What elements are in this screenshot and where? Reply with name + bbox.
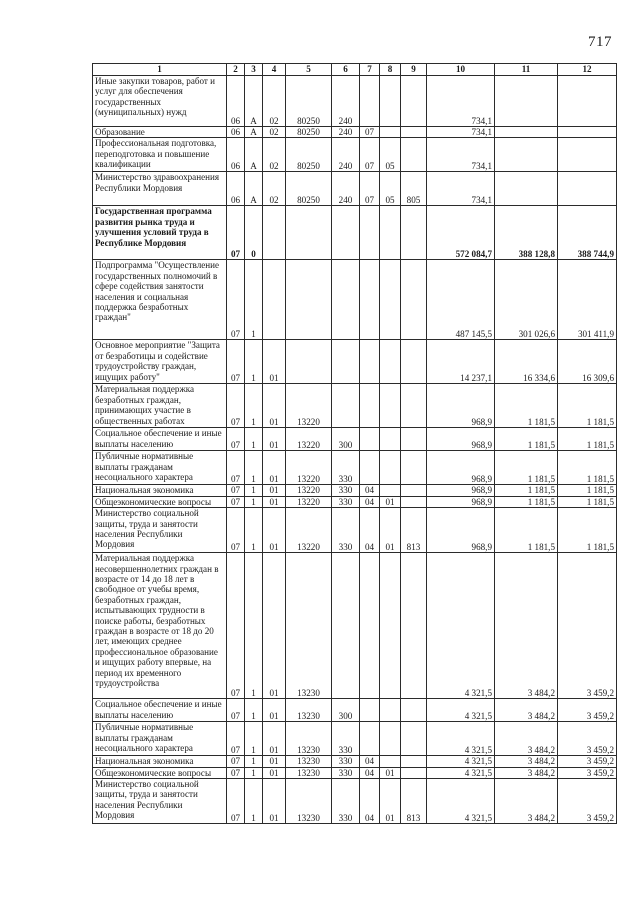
- cell-amount-year-3: [558, 127, 617, 138]
- table-row: [93, 722, 617, 756]
- cell-amount-year-1: 968,9: [427, 508, 495, 553]
- cell-direction: 13220: [286, 384, 332, 428]
- cell-ministry: [401, 553, 427, 699]
- cell-subsection: 01: [380, 767, 401, 778]
- cell-amount-year-2: 1 181,5: [495, 508, 558, 553]
- cell-amount-year-1: 4 321,5: [427, 779, 495, 824]
- cell-ministry: [401, 76, 427, 127]
- cell-program: 07: [227, 451, 245, 485]
- cell-direction: 13220: [286, 508, 332, 553]
- cell-amount-year-3: 301 411,9: [558, 260, 617, 340]
- cell-amount-year-1: 734,1: [427, 127, 495, 138]
- cell-subsection: [380, 260, 401, 340]
- cell-direction: 80250: [286, 127, 332, 138]
- cell-expense-type: 330: [332, 485, 360, 496]
- cell-amount-year-2: 3 484,2: [495, 756, 558, 767]
- cell-name: Национальная экономика: [93, 756, 227, 767]
- cell-subsection: [380, 206, 401, 260]
- cell-amount-year-3: 1 181,5: [558, 485, 617, 496]
- table-row: [93, 699, 617, 722]
- header-cell: 8: [380, 64, 401, 76]
- cell-subsection: [380, 76, 401, 127]
- cell-name: Государственная программа развития рынка труда и улучшения условий труда в Республике Мордовия: [93, 206, 227, 260]
- cell-program: 07: [227, 779, 245, 824]
- cell-amount-year-1: 4 321,5: [427, 722, 495, 756]
- cell-amount-year-2: 16 334,6: [495, 340, 558, 384]
- cell-subsection: [380, 722, 401, 756]
- table-row: [93, 767, 617, 778]
- cell-expense-type: [332, 206, 360, 260]
- cell-subsection: [380, 553, 401, 699]
- header-cell: 10: [427, 64, 495, 76]
- cell-amount-year-3: 1 181,5: [558, 451, 617, 485]
- cell-program: 06: [227, 76, 245, 127]
- cell-subsection: [380, 384, 401, 428]
- header-cell: 3: [245, 64, 263, 76]
- cell-program: 07: [227, 340, 245, 384]
- cell-section: [360, 260, 380, 340]
- table-row: [93, 384, 617, 428]
- cell-expense-type: 330: [332, 722, 360, 756]
- cell-amount-year-2: 3 484,2: [495, 722, 558, 756]
- cell-amount-year-1: 968,9: [427, 384, 495, 428]
- header-cell: 7: [360, 64, 380, 76]
- cell-subprogram: 0: [245, 206, 263, 260]
- cell-expense-type: 300: [332, 699, 360, 722]
- cell-program: 06: [227, 138, 245, 172]
- cell-activity: 02: [263, 172, 286, 206]
- cell-ministry: [401, 496, 427, 507]
- cell-ministry: [401, 127, 427, 138]
- cell-amount-year-3: 3 459,2: [558, 767, 617, 778]
- cell-amount-year-2: 3 484,2: [495, 779, 558, 824]
- cell-amount-year-3: 3 459,2: [558, 722, 617, 756]
- cell-direction: 13230: [286, 767, 332, 778]
- cell-subsection: [380, 428, 401, 451]
- cell-subprogram: 1: [245, 756, 263, 767]
- cell-program: 07: [227, 699, 245, 722]
- cell-expense-type: 300: [332, 428, 360, 451]
- cell-section: [360, 428, 380, 451]
- page-number: 717: [588, 34, 612, 50]
- cell-subsection: [380, 127, 401, 138]
- cell-activity: 01: [263, 384, 286, 428]
- cell-activity: 01: [263, 340, 286, 384]
- cell-amount-year-1: 968,9: [427, 451, 495, 485]
- table-row: [93, 508, 617, 553]
- cell-amount-year-1: 487 145,5: [427, 260, 495, 340]
- cell-name: Министерство социальной защиты, труда и занятости населения Республики Мордовия: [93, 779, 227, 824]
- cell-section: [360, 206, 380, 260]
- cell-program: 07: [227, 756, 245, 767]
- cell-activity: 01: [263, 756, 286, 767]
- cell-subsection: [380, 756, 401, 767]
- cell-amount-year-3: 388 744,9: [558, 206, 617, 260]
- cell-subsection: 01: [380, 779, 401, 824]
- cell-name: Материальная поддержка несовершеннолетних граждан в возрасте от 14 до 18 лет в свободное от учебы время, безработных граждан, испытывающих трудности в поиске работы, безработных граждан в возрасте от 18 до 20 лет, имеющих среднее профессиональное образование и ищущих работу впервые, на период их временного трудоустройства: [93, 553, 227, 699]
- cell-name: Социальное обеспечение и иные выплаты населению: [93, 428, 227, 451]
- cell-subprogram: 1: [245, 767, 263, 778]
- header-cell: 4: [263, 64, 286, 76]
- cell-amount-year-2: 3 484,2: [495, 699, 558, 722]
- cell-program: 07: [227, 508, 245, 553]
- table-row: [93, 756, 617, 767]
- cell-subsection: 01: [380, 508, 401, 553]
- cell-amount-year-1: 4 321,5: [427, 767, 495, 778]
- cell-amount-year-3: 1 181,5: [558, 508, 617, 553]
- cell-expense-type: [332, 340, 360, 384]
- cell-amount-year-3: 3 459,2: [558, 779, 617, 824]
- cell-name: Профессиональная подготовка, переподготовка и повышение квалификации: [93, 138, 227, 172]
- cell-activity: 01: [263, 553, 286, 699]
- cell-amount-year-1: 572 084,7: [427, 206, 495, 260]
- cell-name: Министерство социальной защиты, труда и занятости населения Республики Мордовия: [93, 508, 227, 553]
- table-row: [93, 485, 617, 496]
- cell-subsection: 05: [380, 138, 401, 172]
- cell-amount-year-2: 3 484,2: [495, 553, 558, 699]
- cell-activity: 01: [263, 496, 286, 507]
- header-cell: 11: [495, 64, 558, 76]
- cell-activity: 01: [263, 699, 286, 722]
- cell-section: 07: [360, 172, 380, 206]
- cell-name: Министерство здравоохранения Республики Мордовия: [93, 172, 227, 206]
- cell-program: 07: [227, 384, 245, 428]
- cell-ministry: [401, 756, 427, 767]
- cell-amount-year-3: [558, 76, 617, 127]
- cell-direction: 13230: [286, 756, 332, 767]
- cell-ministry: [401, 260, 427, 340]
- cell-amount-year-1: 734,1: [427, 172, 495, 206]
- cell-section: 04: [360, 485, 380, 496]
- cell-expense-type: 330: [332, 756, 360, 767]
- table-row: [93, 553, 617, 699]
- cell-amount-year-2: [495, 76, 558, 127]
- cell-ministry: [401, 451, 427, 485]
- cell-expense-type: [332, 553, 360, 699]
- cell-expense-type: 330: [332, 496, 360, 507]
- cell-activity: 01: [263, 779, 286, 824]
- cell-direction: 13220: [286, 428, 332, 451]
- cell-amount-year-1: 968,9: [427, 428, 495, 451]
- cell-activity: [263, 206, 286, 260]
- cell-ministry: [401, 485, 427, 496]
- cell-subprogram: 1: [245, 699, 263, 722]
- cell-subprogram: 1: [245, 260, 263, 340]
- cell-subprogram: 1: [245, 508, 263, 553]
- cell-amount-year-2: [495, 172, 558, 206]
- cell-section: 04: [360, 779, 380, 824]
- cell-expense-type: 240: [332, 76, 360, 127]
- table-row: [93, 779, 617, 824]
- cell-subsection: [380, 340, 401, 384]
- table-row: [93, 76, 617, 127]
- header-cell: 5: [286, 64, 332, 76]
- cell-subprogram: 1: [245, 428, 263, 451]
- table-row: [93, 496, 617, 507]
- cell-ministry: [401, 206, 427, 260]
- table-row: [93, 340, 617, 384]
- cell-direction: 13220: [286, 485, 332, 496]
- cell-name: Иные закупки товаров, работ и услуг для обеспечения государственных (муниципальных) нужд: [93, 76, 227, 127]
- cell-amount-year-1: 968,9: [427, 485, 495, 496]
- cell-activity: 01: [263, 767, 286, 778]
- cell-expense-type: [332, 384, 360, 428]
- cell-subprogram: А: [245, 76, 263, 127]
- cell-amount-year-1: 734,1: [427, 76, 495, 127]
- cell-direction: 80250: [286, 138, 332, 172]
- cell-activity: 02: [263, 127, 286, 138]
- cell-subprogram: 1: [245, 553, 263, 699]
- cell-subprogram: 1: [245, 451, 263, 485]
- cell-section: [360, 384, 380, 428]
- cell-program: 07: [227, 496, 245, 507]
- cell-subprogram: 1: [245, 485, 263, 496]
- cell-activity: 02: [263, 76, 286, 127]
- cell-direction: [286, 340, 332, 384]
- cell-direction: [286, 260, 332, 340]
- cell-name: Основное мероприятие "Защита от безработицы и содействие трудоустройству граждан, ищущих работу": [93, 340, 227, 384]
- cell-amount-year-3: 16 309,6: [558, 340, 617, 384]
- table-row: [93, 206, 617, 260]
- cell-expense-type: 240: [332, 138, 360, 172]
- cell-activity: 01: [263, 722, 286, 756]
- header-cell: 12: [558, 64, 617, 76]
- cell-subprogram: 1: [245, 384, 263, 428]
- cell-direction: [286, 206, 332, 260]
- cell-subprogram: 1: [245, 340, 263, 384]
- cell-ministry: [401, 138, 427, 172]
- cell-amount-year-2: 1 181,5: [495, 384, 558, 428]
- header-cell: 6: [332, 64, 360, 76]
- cell-expense-type: 330: [332, 508, 360, 553]
- cell-amount-year-3: 1 181,5: [558, 428, 617, 451]
- cell-direction: 13230: [286, 722, 332, 756]
- cell-subprogram: 1: [245, 496, 263, 507]
- cell-program: 07: [227, 206, 245, 260]
- cell-amount-year-2: 1 181,5: [495, 485, 558, 496]
- cell-amount-year-3: 3 459,2: [558, 699, 617, 722]
- cell-amount-year-1: 968,9: [427, 496, 495, 507]
- cell-program: 07: [227, 722, 245, 756]
- table-header-row: [93, 64, 617, 76]
- cell-name: Образование: [93, 127, 227, 138]
- cell-amount-year-3: 3 459,2: [558, 756, 617, 767]
- cell-amount-year-3: [558, 172, 617, 206]
- cell-subsection: 05: [380, 172, 401, 206]
- cell-activity: 01: [263, 428, 286, 451]
- cell-amount-year-2: 388 128,8: [495, 206, 558, 260]
- cell-activity: 01: [263, 508, 286, 553]
- cell-activity: [263, 260, 286, 340]
- cell-amount-year-3: 3 459,2: [558, 553, 617, 699]
- header-cell: 2: [227, 64, 245, 76]
- cell-subprogram: 1: [245, 722, 263, 756]
- cell-activity: 02: [263, 138, 286, 172]
- cell-activity: 01: [263, 485, 286, 496]
- table-row: [93, 428, 617, 451]
- cell-program: 07: [227, 767, 245, 778]
- cell-direction: 80250: [286, 76, 332, 127]
- cell-name: Публичные нормативные выплаты гражданам несоциального характера: [93, 451, 227, 485]
- cell-subsection: 01: [380, 496, 401, 507]
- header-cell: 9: [401, 64, 427, 76]
- table-row: [93, 127, 617, 138]
- cell-name: Общеэкономические вопросы: [93, 496, 227, 507]
- cell-amount-year-2: [495, 138, 558, 172]
- cell-name: Публичные нормативные выплаты гражданам несоциального характера: [93, 722, 227, 756]
- budget-table: [92, 63, 617, 824]
- cell-section: [360, 699, 380, 722]
- cell-amount-year-2: [495, 127, 558, 138]
- table-row: [93, 138, 617, 172]
- cell-activity: 01: [263, 451, 286, 485]
- cell-amount-year-2: 1 181,5: [495, 451, 558, 485]
- header-cell: 1: [93, 64, 227, 76]
- cell-program: 06: [227, 127, 245, 138]
- cell-ministry: [401, 428, 427, 451]
- cell-amount-year-3: 1 181,5: [558, 496, 617, 507]
- cell-ministry: [401, 767, 427, 778]
- cell-amount-year-2: 301 026,6: [495, 260, 558, 340]
- cell-subsection: [380, 451, 401, 485]
- cell-subprogram: А: [245, 172, 263, 206]
- cell-direction: 13230: [286, 779, 332, 824]
- cell-amount-year-3: [558, 138, 617, 172]
- cell-program: 07: [227, 428, 245, 451]
- cell-ministry: [401, 384, 427, 428]
- cell-section: [360, 76, 380, 127]
- cell-amount-year-2: 1 181,5: [495, 428, 558, 451]
- cell-amount-year-1: 4 321,5: [427, 699, 495, 722]
- cell-program: 07: [227, 485, 245, 496]
- cell-expense-type: 240: [332, 127, 360, 138]
- cell-subsection: [380, 699, 401, 722]
- cell-amount-year-2: 1 181,5: [495, 496, 558, 507]
- cell-name: Общеэкономические вопросы: [93, 767, 227, 778]
- cell-amount-year-1: 4 321,5: [427, 553, 495, 699]
- cell-amount-year-1: 14 237,1: [427, 340, 495, 384]
- cell-name: Социальное обеспечение и иные выплаты населению: [93, 699, 227, 722]
- table-row: [93, 451, 617, 485]
- cell-section: 04: [360, 767, 380, 778]
- cell-ministry: 813: [401, 779, 427, 824]
- cell-ministry: [401, 340, 427, 384]
- cell-ministry: [401, 699, 427, 722]
- cell-section: [360, 340, 380, 384]
- cell-expense-type: 240: [332, 172, 360, 206]
- cell-direction: 13230: [286, 553, 332, 699]
- table-row: [93, 172, 617, 206]
- cell-name: Национальная экономика: [93, 485, 227, 496]
- cell-expense-type: 330: [332, 451, 360, 485]
- cell-section: 04: [360, 496, 380, 507]
- cell-section: 04: [360, 508, 380, 553]
- cell-amount-year-1: 734,1: [427, 138, 495, 172]
- cell-section: 07: [360, 127, 380, 138]
- cell-direction: 13220: [286, 451, 332, 485]
- cell-program: 07: [227, 553, 245, 699]
- cell-subprogram: А: [245, 127, 263, 138]
- cell-direction: 13220: [286, 496, 332, 507]
- cell-direction: 13230: [286, 699, 332, 722]
- cell-program: 07: [227, 260, 245, 340]
- cell-section: 04: [360, 756, 380, 767]
- cell-section: [360, 553, 380, 699]
- cell-name: Материальная поддержка безработных граждан, принимающих участие в общественных работах: [93, 384, 227, 428]
- cell-amount-year-2: 3 484,2: [495, 767, 558, 778]
- cell-direction: 80250: [286, 172, 332, 206]
- cell-ministry: 805: [401, 172, 427, 206]
- cell-amount-year-1: 4 321,5: [427, 756, 495, 767]
- cell-amount-year-3: 1 181,5: [558, 384, 617, 428]
- cell-program: 06: [227, 172, 245, 206]
- cell-section: 07: [360, 138, 380, 172]
- cell-section: [360, 451, 380, 485]
- cell-name: Подпрограмма "Осуществление государственных полномочий в сфере содействия занятости населения и социальная поддержка безработных граждан": [93, 260, 227, 340]
- cell-expense-type: 330: [332, 779, 360, 824]
- cell-subprogram: 1: [245, 779, 263, 824]
- table-row: [93, 260, 617, 340]
- cell-subsection: [380, 485, 401, 496]
- cell-section: [360, 722, 380, 756]
- cell-expense-type: [332, 260, 360, 340]
- cell-ministry: 813: [401, 508, 427, 553]
- cell-ministry: [401, 722, 427, 756]
- cell-subprogram: А: [245, 138, 263, 172]
- cell-expense-type: 330: [332, 767, 360, 778]
